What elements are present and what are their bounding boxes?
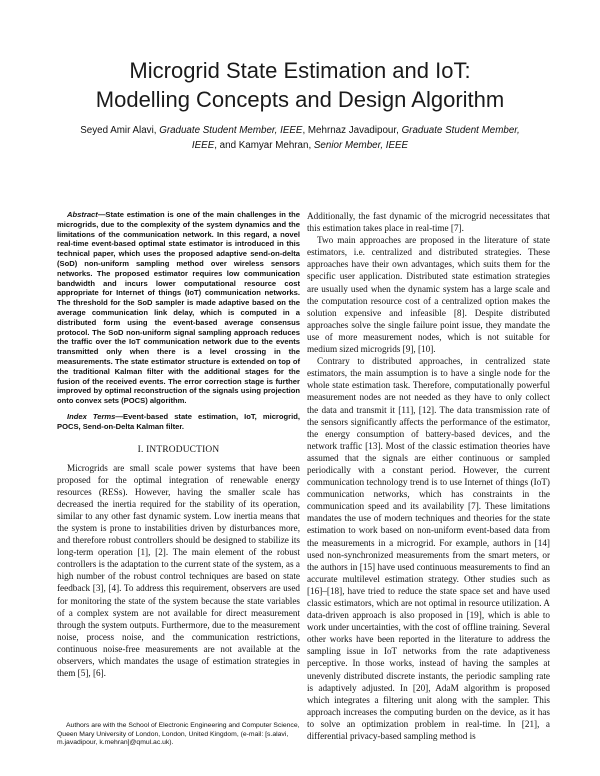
index-terms-text: Event-based state estimation, IoT, microgrid, POCS, Send-on-Delta Kalman filter. [57,411,300,431]
index-terms-label: Index Terms [67,411,116,421]
right-paragraph-2: Two main approaches are proposed in the literature of state estimators, i.e. centralized and distributed strategies. These approaches have their own advantages, which suits them for the specific user application. Distributed state estimation strategies are usually used when the dynamic system has a large scale and the computation resource cost of a centralized option makes the solution expensive and infeasible [8]. Despite distributed approaches solve the single failure point issue, they mandate the use of more measurement nodes, which is not suitable for medium sized microgrids [9], [10]. [307,235,550,355]
abstract-dash: — [97,210,106,219]
author-affiliation-footnote: Authors are with the School of Electronic Engineering and Computer Science, Queen Mary University of London, London, United Kingdom, (e-mail: [s.alavi, m.javadipour, k.mehran]@qmul.ac.uk). [57,722,300,747]
author-2-role: Graduate Student Member, [401,125,520,136]
right-column [307,210,550,742]
title-line-1: Microgrid State Estimation and IoT: [129,58,471,83]
index-terms [57,412,300,432]
author-list [70,124,530,153]
title-line-2: Modelling Concepts and Design Algorithm [95,87,505,112]
paper-title [40,56,560,114]
abstract [57,210,300,406]
section-initial: I [146,444,150,455]
author-1-name: Seyed Amir Alavi, [80,125,160,136]
author-separator-2: , and Kamyar Mehran, [214,139,314,151]
section-numeral: I. [137,444,147,455]
section-title-rest: NTRODUCTION [149,444,220,455]
index-terms-dash: — [115,411,123,421]
author-3-role: Senior Member, IEEE [313,139,409,151]
abstract-label: Abstract [67,210,98,219]
author-2-role-cont: IEEE [191,139,215,151]
intro-paragraph-1: Microgrids are small scale power systems that have been proposed for the optimal integration of renewable energy resources (RESs). However, having the smaller scale has decreased the inertia required for the stability of its operation, similar to any other fast dynamic system. Low inertia means that the system is prone to instabilities driven by disturbances more, and therefore robust controllers should be designed to stabilize its long-term operation [1], [2]. The main element of the robust controllers is the adaptation to the current state of the system, as a high number of the robust control techniques are based on state feedback [3], [4]. To address this requirement, observers are used for monitoring the state of the system because the state variables of a complex system are not available for direct measurement through the system outputs. Furthermore, due to the measurement noise, process noise, and the communication restrictions, continuous noise-free measurements are not available at the observers, which mandates the usage of estimation strategies in them [5], [6]. [57,462,300,679]
left-column [57,210,300,679]
right-paragraph-3: Contrary to distributed approaches, in centralized state estimators, the main assumption is to have a single node for the whole state estimation task. Therefore, computationally powerful measurement nodes are not needed as they have to only collect the data and transmit it [11], [12]. The data transmission rate of the sensors significantly affects the performance of the estimator, the energy consumption of battery-based devices, and the network traffic [13]. Most of the classic estimation theories have assumed that the signals are either continuous or sampled periodically with a constant period. However, the current communication technology trend is to use Internet of things (IoT) communication networks, which has constraints in the communication speed and its availability [7]. These limitations mandates the use of modern techniques and theories for the state estimation to work based on non-uniform event-based data from the measurements in a microgrid. For example, authors in [14] used non-synchronized measurements from the smart meters, or the authors in [15] have used continuous measurements to find an accurate multilevel estimation strategy. Other studies such as [16]–[18], have tried to reduce the state space set and have used classic estimators, which are not optimal in resource utilization. A data-driven approach is also proposed in [19], which is able to work under uncertainties, with the cost of offline training. Several other works have been reported in the literature to address the sampling issue in IoT networks from the rate adaptiveness perceptive. In those works, instead of having the samples at unevenly distributed discrete instants, the periodic sampling rate is adaptively adjusted. In [20], AdaM algorithm is proposed which integrates a filtering unit along with the sampler. This approach increases the computing burden on the device, as it has to solve an optimization problem in real-time. In [21], a differential privacy-based sampling method is [307,356,550,742]
section-heading-introduction [57,445,300,455]
right-paragraph-1: Additionally, the fast dynamic of the microgrid necessitates that this estimation takes place in real-time [7]. [307,211,550,234]
author-separator-1: , Mehrnaz Javadipour, [302,125,402,136]
abstract-text: State estimation is one of the main challenges in the microgrids, due to the complexity of the system dynamics and the limitations of the communication network. In this regard, a novel real-time event-based optimal state estimator is introduced in this technical paper, which uses the proposed adaptive send-on-delta (SoD) non-uniform sampling method over wireless sensors networks. The proposed estimator requires low communication bandwidth and incurs lower computational resource cost appropriate for Internet of things (IoT) communication networks. The threshold for the SoD sampler is made adaptive based on the average communication link delay, which is computed in a distributed form using the event-based average consensus protocol. The SoD non-uniform signal sampling approach reduces the traffic over the IoT communication network due to the events transmitted only when there is a level crossing in the measurements. The state estimator structure is extended on top of the traditional Kalman filter with the additional stages for the fusion of the received events. The error correction stage is further improved by optimal reconstruction of the signals using projection onto convex sets (POCS) algorithm. [57,210,300,406]
author-1-role: Graduate Student Member, IEEE [159,125,303,136]
